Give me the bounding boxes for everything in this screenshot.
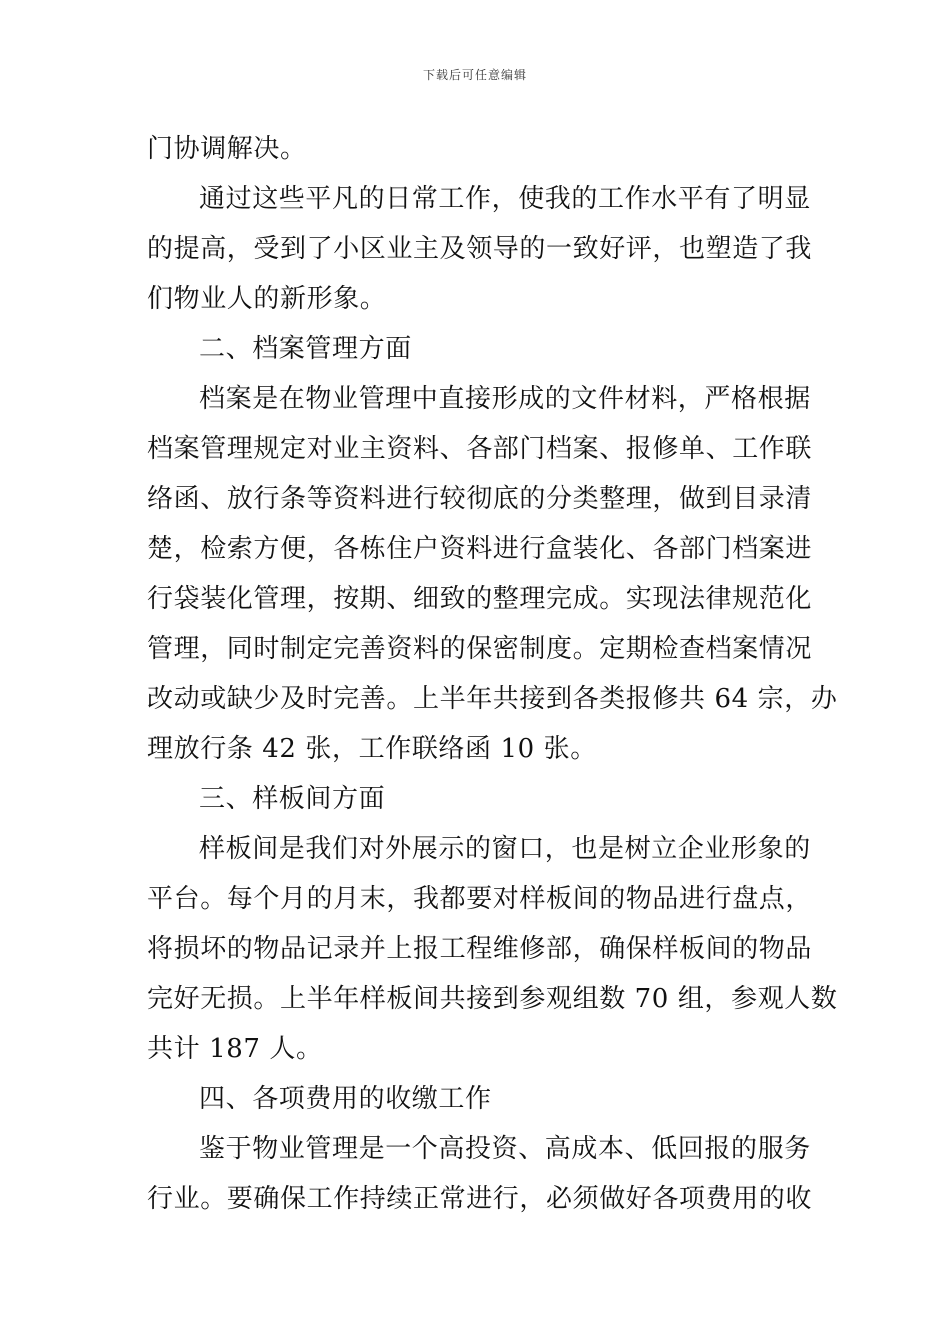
text-line: 档案管理规定对业主资料、各部门档案、报修单、工作联 <box>147 434 813 464</box>
text-line: 楚，检索方便，各栋住户资料进行盒装化、各部门档案进 <box>147 534 813 564</box>
text-line: 完好无损。上半年样板间共接到参观组数 70 组，参观人数 <box>147 984 838 1014</box>
text-line: 样板间是我们对外展示的窗口，也是树立企业形象的 <box>199 834 811 864</box>
section-heading: 二、档案管理方面 <box>199 334 412 364</box>
text-line: 行业。要确保工作持续正常进行，必须做好各项费用的收 <box>147 1184 813 1214</box>
section-heading: 四、各项费用的收缴工作 <box>199 1084 492 1114</box>
text-line: 行袋装化管理，按期、细致的整理完成。实现法律规范化 <box>147 584 813 614</box>
text-line: 管理，同时制定完善资料的保密制度。定期检查档案情况 <box>147 634 813 664</box>
text-line: 鉴于物业管理是一个高投资、高成本、低回报的服务 <box>199 1134 811 1164</box>
section-heading: 三、样板间方面 <box>199 784 386 814</box>
text-line: 理放行条 42 张，工作联络函 10 张。 <box>147 734 597 764</box>
text-line: 档案是在物业管理中直接形成的文件材料，严格根据 <box>199 384 811 414</box>
text-line: 通过这些平凡的日常工作，使我的工作水平有了明显 <box>199 184 811 214</box>
header-note: 下载后可任意编辑 <box>422 68 527 82</box>
text-line: 们物业人的新形象。 <box>147 284 387 314</box>
body-text <box>147 124 838 1224</box>
text-line: 改动或缺少及时完善。上半年共接到各类报修共 64 宗，办 <box>147 684 838 714</box>
text-line: 的提高，受到了小区业主及领导的一致好评，也塑造了我 <box>147 234 813 264</box>
text-line: 络函、放行条等资料进行较彻底的分类整理，做到目录清 <box>147 484 813 514</box>
text-line: 共计 187 人。 <box>147 1034 323 1064</box>
text-line: 门协调解决。 <box>147 134 307 164</box>
text-line: 平台。每个月的月末，我都要对样板间的物品进行盘点， <box>147 884 813 914</box>
text-line: 将损坏的物品记录并上报工程维修部，确保样板间的物品 <box>147 934 813 964</box>
